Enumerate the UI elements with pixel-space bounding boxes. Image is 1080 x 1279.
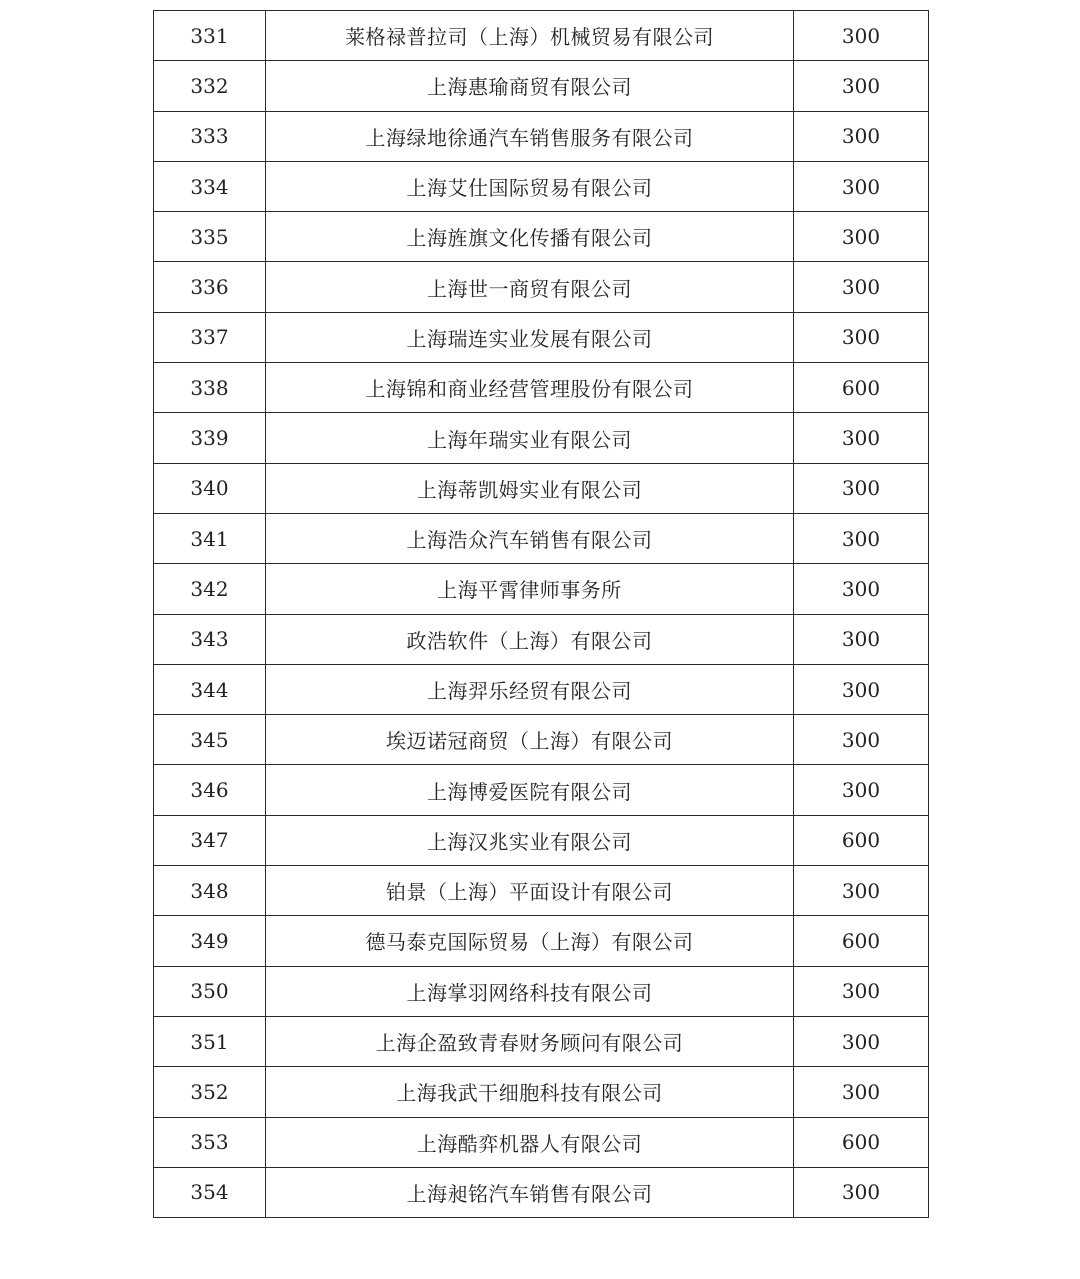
company-name: 铂景（上海）平面设计有限公司 — [266, 866, 794, 916]
company-name: 上海汉兆实业有限公司 — [266, 815, 794, 865]
amount: 300 — [794, 715, 929, 765]
table-row — [154, 1067, 929, 1117]
row-number: 346 — [154, 765, 266, 815]
amount: 300 — [794, 212, 929, 262]
amount: 600 — [794, 815, 929, 865]
table-row — [154, 111, 929, 161]
table-row — [154, 614, 929, 664]
table-row — [154, 413, 929, 463]
table-row — [154, 161, 929, 211]
row-number: 336 — [154, 262, 266, 312]
company-name: 上海酷弈机器人有限公司 — [266, 1117, 794, 1167]
company-name: 上海博爱医院有限公司 — [266, 765, 794, 815]
amount: 600 — [794, 363, 929, 413]
amount: 300 — [794, 463, 929, 513]
row-number: 337 — [154, 312, 266, 362]
table-row — [154, 916, 929, 966]
row-number: 351 — [154, 1016, 266, 1066]
table-row — [154, 765, 929, 815]
amount: 600 — [794, 1117, 929, 1167]
table-row — [154, 61, 929, 111]
table-row — [154, 363, 929, 413]
company-name: 上海掌羽网络科技有限公司 — [266, 966, 794, 1016]
row-number: 342 — [154, 564, 266, 614]
amount: 300 — [794, 1167, 929, 1217]
company-name: 上海绿地徐通汽车销售服务有限公司 — [266, 111, 794, 161]
company-name: 埃迈诺冠商贸（上海）有限公司 — [266, 715, 794, 765]
amount: 300 — [794, 61, 929, 111]
table-row — [154, 212, 929, 262]
company-name: 上海企盈致青春财务顾问有限公司 — [266, 1016, 794, 1066]
table-row — [154, 815, 929, 865]
amount: 300 — [794, 262, 929, 312]
row-number: 341 — [154, 513, 266, 563]
amount: 300 — [794, 664, 929, 714]
amount: 300 — [794, 11, 929, 61]
company-name: 政浩软件（上海）有限公司 — [266, 614, 794, 664]
row-number: 332 — [154, 61, 266, 111]
row-number: 331 — [154, 11, 266, 61]
row-number: 333 — [154, 111, 266, 161]
row-number: 350 — [154, 966, 266, 1016]
row-number: 338 — [154, 363, 266, 413]
row-number: 334 — [154, 161, 266, 211]
table-row — [154, 564, 929, 614]
amount: 300 — [794, 1016, 929, 1066]
table-row — [154, 966, 929, 1016]
company-name: 上海我武干细胞科技有限公司 — [266, 1067, 794, 1117]
company-name: 上海惠瑜商贸有限公司 — [266, 61, 794, 111]
amount: 300 — [794, 614, 929, 664]
table-row — [154, 262, 929, 312]
row-number: 344 — [154, 664, 266, 714]
row-number: 343 — [154, 614, 266, 664]
company-name: 上海艾仕国际贸易有限公司 — [266, 161, 794, 211]
row-number: 347 — [154, 815, 266, 865]
company-name: 上海平霄律师事务所 — [266, 564, 794, 614]
row-number: 339 — [154, 413, 266, 463]
company-name: 上海蒂凯姆实业有限公司 — [266, 463, 794, 513]
row-number: 349 — [154, 916, 266, 966]
row-number: 340 — [154, 463, 266, 513]
amount: 300 — [794, 111, 929, 161]
company-name: 莱格禄普拉司（上海）机械贸易有限公司 — [266, 11, 794, 61]
amount: 300 — [794, 866, 929, 916]
table-row — [154, 1167, 929, 1217]
table-row — [154, 715, 929, 765]
amount: 300 — [794, 161, 929, 211]
table-row — [154, 312, 929, 362]
row-number: 352 — [154, 1067, 266, 1117]
table-row — [154, 664, 929, 714]
row-number: 335 — [154, 212, 266, 262]
table-row — [154, 463, 929, 513]
row-number: 353 — [154, 1117, 266, 1167]
company-name: 上海羿乐经贸有限公司 — [266, 664, 794, 714]
amount: 600 — [794, 916, 929, 966]
amount: 300 — [794, 966, 929, 1016]
table-row — [154, 513, 929, 563]
row-number: 354 — [154, 1167, 266, 1217]
company-table — [153, 10, 929, 1218]
row-number: 348 — [154, 866, 266, 916]
company-name: 上海锦和商业经营管理股份有限公司 — [266, 363, 794, 413]
amount: 300 — [794, 1067, 929, 1117]
amount: 300 — [794, 413, 929, 463]
amount: 300 — [794, 312, 929, 362]
company-name: 上海瑞连实业发展有限公司 — [266, 312, 794, 362]
table-row — [154, 866, 929, 916]
table-body — [154, 11, 929, 1218]
table-row — [154, 1016, 929, 1066]
amount: 300 — [794, 513, 929, 563]
company-name: 上海昶铭汽车销售有限公司 — [266, 1167, 794, 1217]
company-name: 上海世一商贸有限公司 — [266, 262, 794, 312]
company-name: 德马泰克国际贸易（上海）有限公司 — [266, 916, 794, 966]
table-row — [154, 1117, 929, 1167]
table-row — [154, 11, 929, 61]
company-name: 上海浩众汽车销售有限公司 — [266, 513, 794, 563]
row-number: 345 — [154, 715, 266, 765]
amount: 300 — [794, 765, 929, 815]
company-name: 上海年瑞实业有限公司 — [266, 413, 794, 463]
amount: 300 — [794, 564, 929, 614]
company-name: 上海旌旗文化传播有限公司 — [266, 212, 794, 262]
